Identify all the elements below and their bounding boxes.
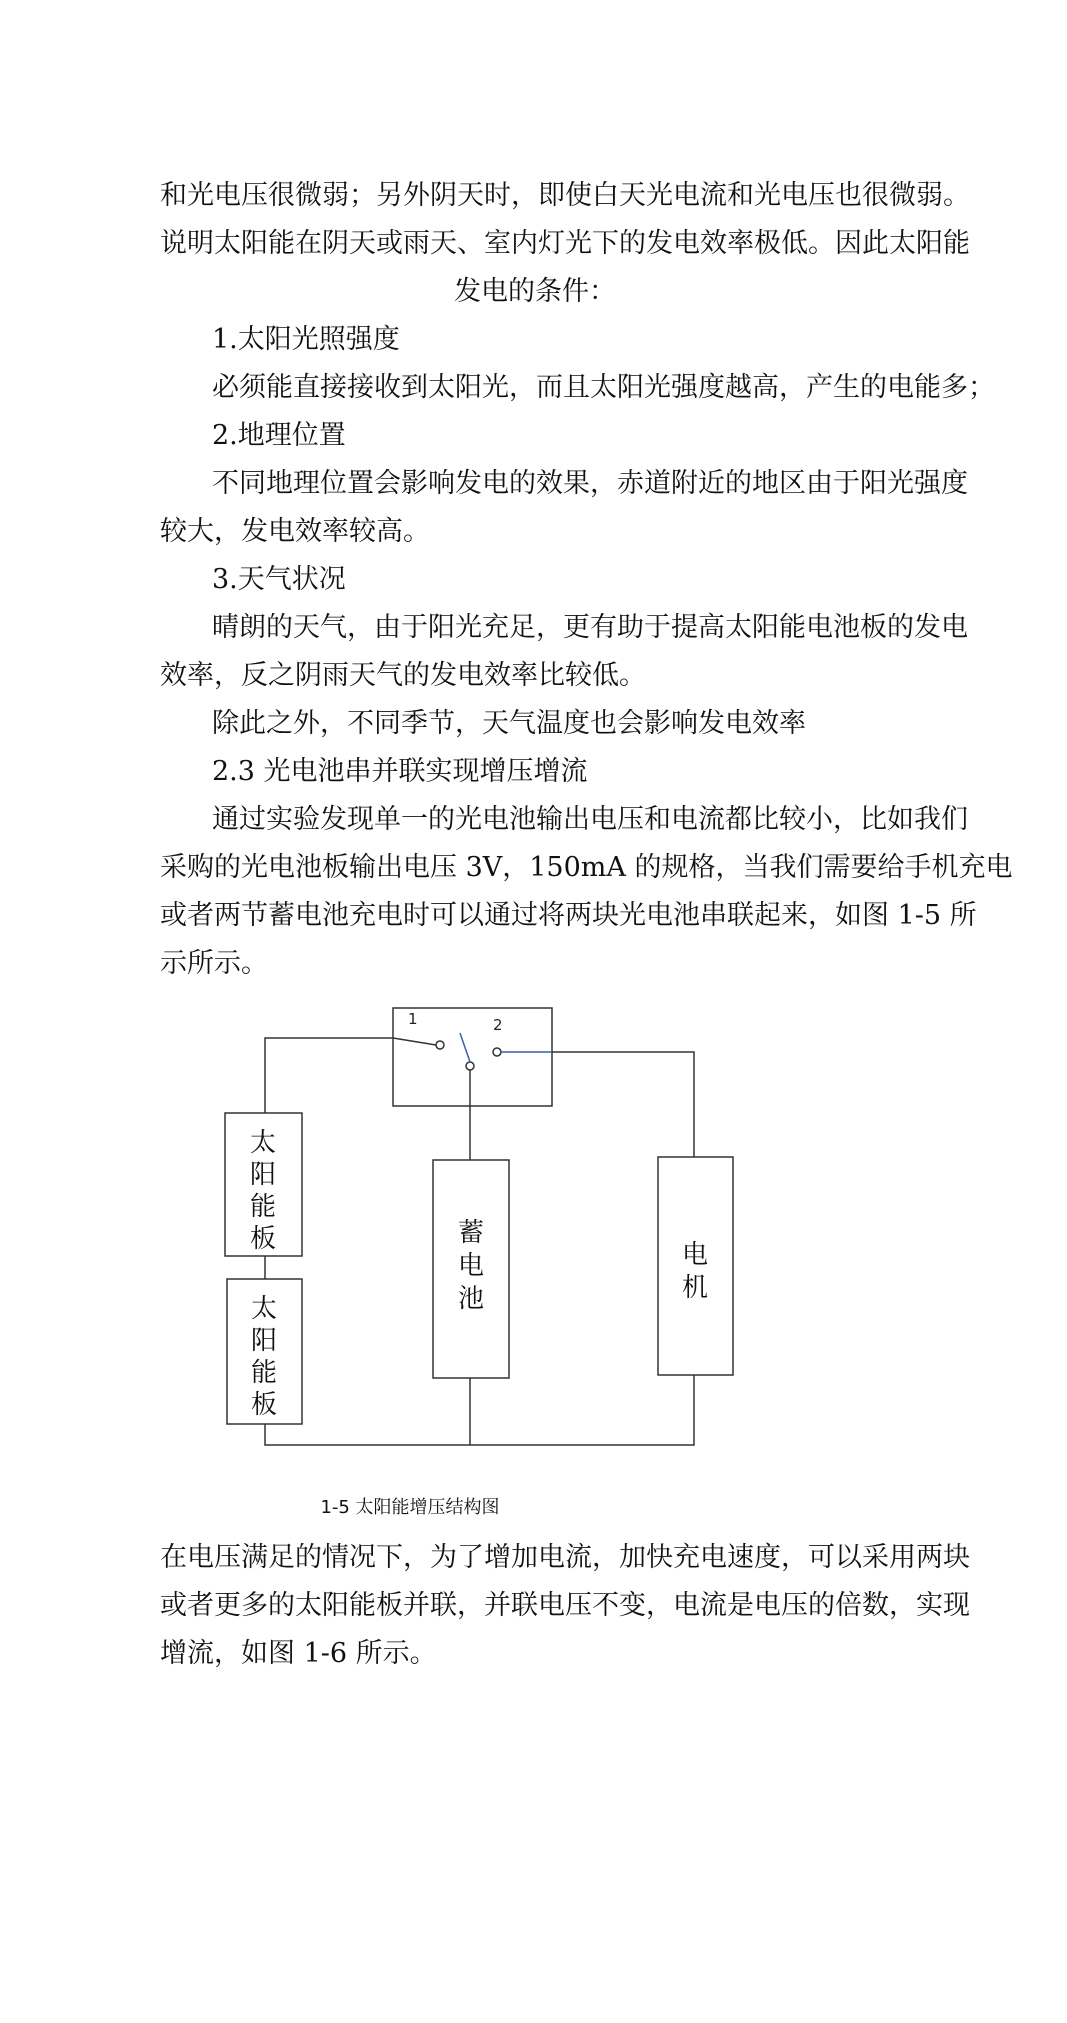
section-heading: 1.太阳光照强度: [212, 324, 400, 355]
solar-panel-bottom-label: 太: [250, 1294, 278, 1324]
paragraph-line: 不同地理位置会影响发电的效果，赤道附近的地区由于阳光强度: [212, 468, 968, 499]
paragraph-line: 增流，如图 1-6 所示。: [160, 1638, 437, 1669]
paragraph-line: 通过实验发现单一的光电池输出电压和电流都比较小，比如我们: [212, 804, 968, 835]
battery-label: 蓄: [457, 1218, 485, 1248]
paragraph-line: 和光电压很微弱；另外阴天时，即使白天光电流和光电压也很微弱。: [160, 180, 970, 211]
switch-contact-2: [493, 1048, 501, 1056]
paragraph-line: 说明太阳能在阴天或雨天、室内灯光下的发电效率极低。因此太阳能: [160, 228, 970, 259]
bottom-text-block: [160, 1534, 970, 1678]
paragraph-line: 较大，发电效率较高。: [160, 516, 430, 547]
wire-motor-top: [552, 1052, 694, 1157]
battery-label: 电: [457, 1251, 485, 1281]
solar-panel-bottom-label: 板: [250, 1390, 278, 1420]
paragraph-line: 或者两节蓄电池充电时可以通过将两块光电池串联起来，如图 1-5 所: [160, 900, 977, 931]
wire-left-top: [265, 1038, 393, 1113]
paragraph-line: 在电压满足的情况下，为了增加电流，加快充电速度，可以采用两块: [160, 1542, 970, 1573]
solar-panel-bottom-label: 能: [250, 1358, 278, 1388]
paragraph-line: 采购的光电池板输出电压 3V，150mA 的规格，当我们需要给手机充电: [160, 852, 1013, 883]
figure-caption: 1-5 太阳能增压结构图: [320, 1497, 500, 1518]
paragraph-line: 晴朗的天气，由于阳光充足，更有助于提高太阳能电池板的发电: [212, 612, 968, 643]
solar-panel-bottom-label: 阳: [250, 1326, 278, 1356]
paragraph-line: 效率，反之阴雨天气的发电效率比较低。: [160, 660, 646, 691]
switch-contact-common: [466, 1062, 474, 1070]
switch-label-2: 2: [493, 1016, 503, 1034]
battery-label: 池: [457, 1284, 485, 1314]
switch-label-1: 1: [408, 1010, 418, 1028]
solar-panel-top-label: 能: [249, 1192, 277, 1222]
solar-panel-top-label: 阳: [249, 1160, 277, 1190]
wire-left-bottom: [265, 1375, 694, 1445]
paragraph-line: 或者更多的太阳能板并联，并联电压不变，电流是电压的倍数，实现: [160, 1590, 970, 1621]
solar-panel-top-label: 板: [249, 1224, 277, 1254]
paragraph-line: 示所示。: [160, 948, 268, 979]
section-heading: 2.地理位置: [212, 420, 346, 451]
switch-contact-1: [436, 1041, 444, 1049]
section-heading: 3.天气状况: [212, 564, 346, 595]
motor-label: 机: [681, 1273, 709, 1303]
paragraph-line: 必须能直接接收到太阳光，而且太阳光强度越高，产生的电能多；: [212, 372, 995, 403]
paragraph-line: 除此之外，不同季节，天气温度也会影响发电效率: [212, 708, 806, 739]
solar-panel-top-label: 太: [249, 1128, 277, 1158]
motor-label: 电: [681, 1240, 709, 1270]
paragraph-line: 发电的条件：: [454, 276, 616, 307]
section-heading: 2.3 光电池串并联实现增压增流: [212, 756, 588, 787]
